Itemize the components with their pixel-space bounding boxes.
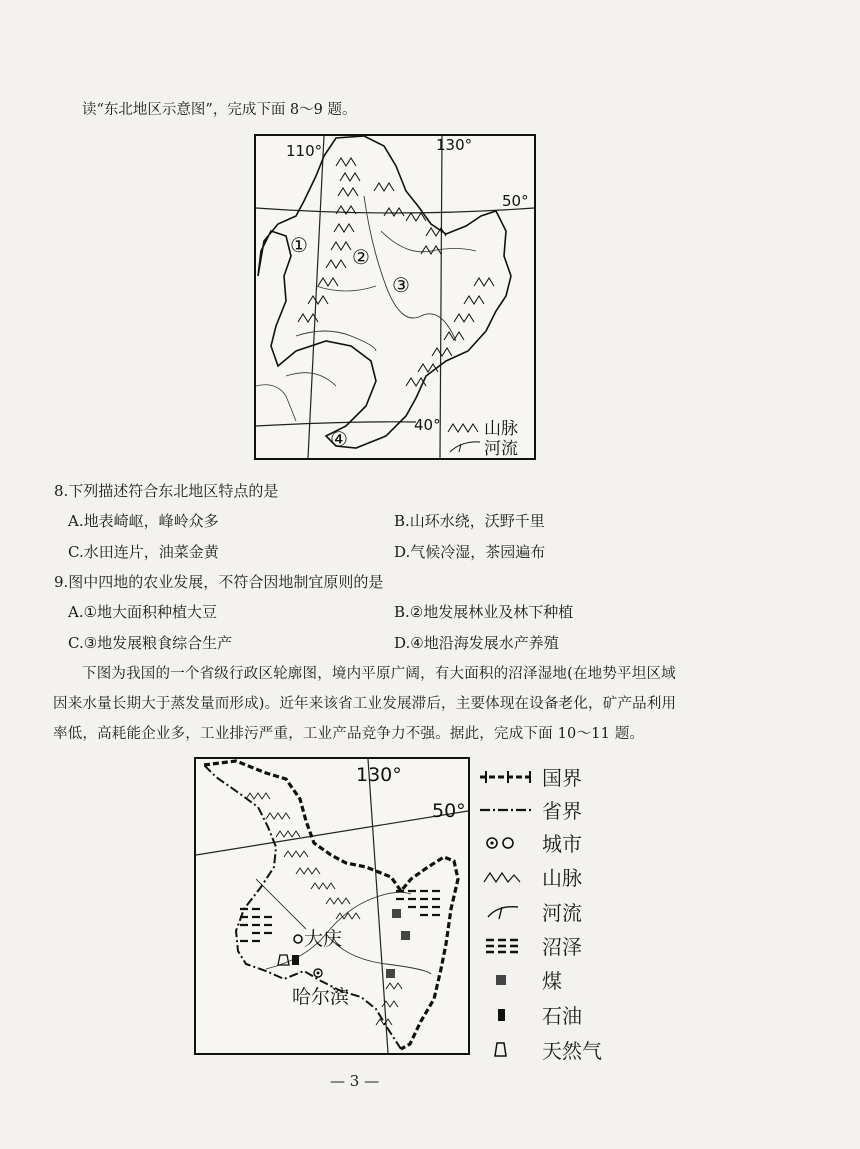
area-3-label: ③ [392, 273, 410, 297]
question-8-stem: 8.下列描述符合东北地区特点的是 [54, 482, 279, 500]
q8-option-b: B.山环水绕，沃野千里 [394, 512, 545, 530]
city-harbin-label: 哈尔滨 [292, 986, 350, 1008]
mountain-icon [448, 424, 478, 432]
lat-50-label: 50° [502, 192, 529, 210]
legend-city [478, 828, 582, 857]
page-number: — 3 — [330, 1072, 380, 1090]
q8-option-c: C.水田连片，油菜金黄 [68, 543, 219, 561]
province-map-drawing [196, 759, 468, 1053]
river-icon [450, 442, 480, 452]
daqing-city-dot [294, 935, 302, 943]
q9-option-c: C.③地发展粮食综合生产 [68, 634, 233, 652]
legend-swamp-label: 沼泽 [542, 935, 582, 959]
legend-gas-label: 天然气 [542, 1039, 602, 1063]
legend-mountain [478, 862, 582, 891]
q9-option-b: B.②地发展林业及林下种植 [394, 603, 574, 621]
legend-river-label-2: 河流 [542, 901, 582, 925]
gas-icon [478, 1039, 536, 1061]
legend-swamp [478, 931, 582, 960]
q8-option-d: D.气候冷湿，茶园遍布 [394, 543, 546, 561]
oil-icon [478, 1004, 536, 1026]
coal-icon [478, 969, 536, 991]
lon-110-label: 110° [286, 142, 323, 160]
legend-oil-label: 石油 [542, 1004, 582, 1028]
intro-text: 读“东北地区示意图”，完成下面 8～9 题。 [82, 102, 357, 118]
city-icon [478, 832, 536, 854]
area-1-label: ① [290, 233, 308, 257]
river-icon [478, 901, 536, 923]
lat-50-label-2: 50° [432, 800, 466, 822]
legend-coal [478, 965, 562, 994]
legend-national-border-label: 国界 [542, 766, 582, 790]
legend-coal-label: 煤 [542, 969, 562, 993]
lon-130-label-2: 130° [356, 764, 402, 786]
legend-national-border [478, 762, 582, 791]
legend-river-label: 河流 [484, 439, 518, 458]
lat-40-label: 40° [414, 416, 441, 434]
legend-provincial-border [478, 795, 582, 824]
q8-option-a: A.地表崎岖，峰岭众多 [68, 512, 219, 530]
northeast-map [254, 134, 536, 460]
swamp-icon [478, 935, 536, 957]
legend-mountain-label: 山脉 [484, 419, 518, 439]
area-2-label: ② [352, 245, 370, 269]
q9-option-a: A.①地大面积种植大豆 [68, 603, 218, 621]
legend-city-label: 城市 [542, 832, 582, 856]
legend-provincial-border-label: 省界 [542, 799, 582, 823]
city-daqing-label: 大庆 [304, 928, 343, 950]
passage-line-2: 因来水量长期大于蒸发量而形成)。近年来该省工业发展滞后，主要体现在设备老化，矿产品利用 [53, 696, 677, 712]
legend-gas [478, 1035, 602, 1064]
legend-mountain-label-2: 山脉 [542, 866, 582, 890]
question-9-stem: 9.图中四地的农业发展，不符合因地制宜原则的是 [54, 573, 384, 591]
passage-line-3: 率低，高耗能企业多，工业排污严重，工业产品竞争力不强。据此，完成下面 10～11 题。 [53, 726, 645, 742]
q9-option-d: D.④地沿海发展水产养殖 [394, 634, 559, 652]
provincial-border-icon [478, 799, 536, 821]
province-map [194, 757, 470, 1055]
lon-130-label: 130° [436, 136, 473, 154]
mountain-icon [478, 866, 536, 888]
legend-river [478, 897, 582, 926]
northeast-map-drawing [256, 136, 534, 458]
legend-oil [478, 1000, 582, 1029]
national-border-icon [478, 766, 536, 788]
area-4-label: ④ [330, 427, 348, 451]
passage-line-1: 下图为我国的一个省级行政区轮廓图，境内平原广阔，有大面积的沼泽湿地(在地势平坦区域 [82, 666, 676, 682]
